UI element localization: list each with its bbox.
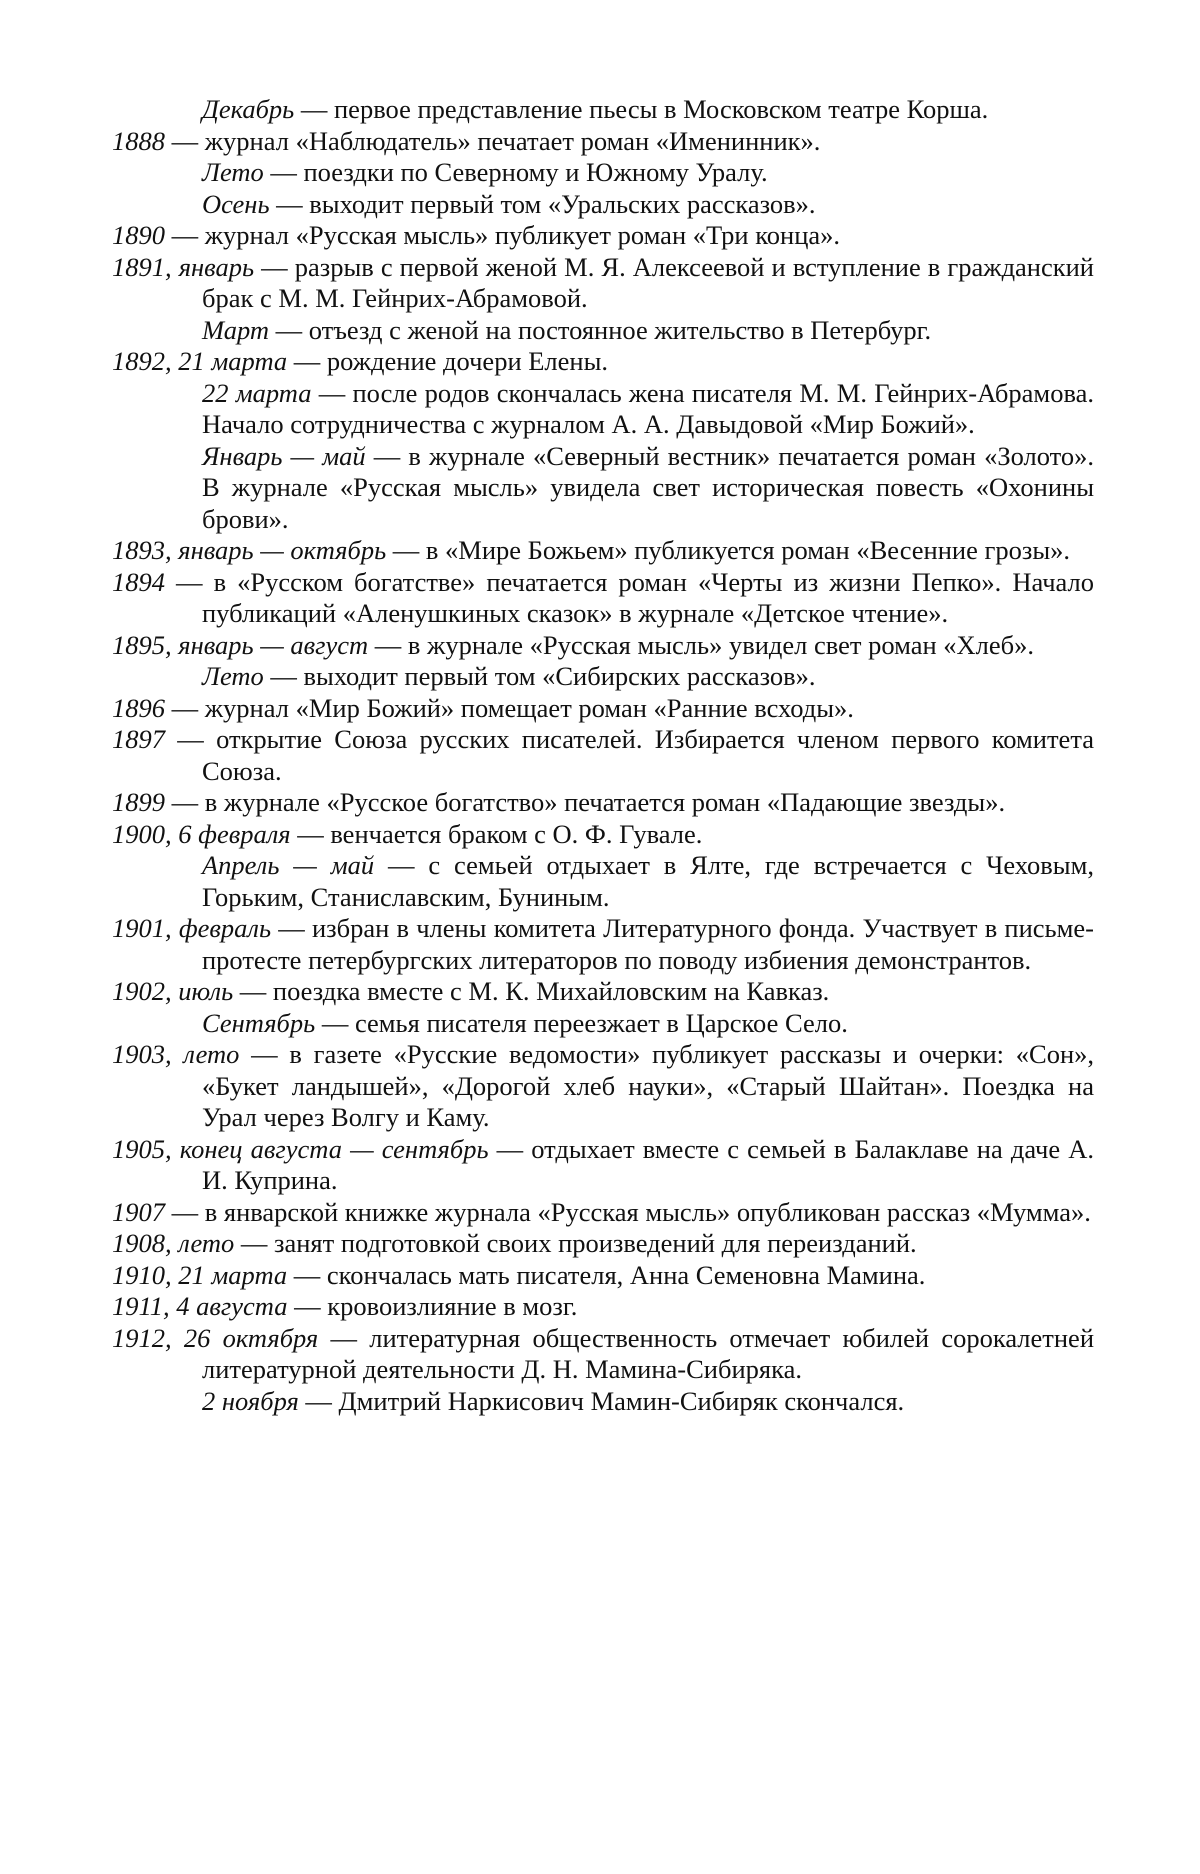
chronology-entry bbox=[112, 1008, 1094, 1040]
entry-date: 1900, 6 февраля bbox=[112, 818, 291, 849]
entry-date: Лето bbox=[202, 157, 264, 187]
entry-date: 1905, конец августа — сентябрь bbox=[112, 1133, 489, 1164]
entry-date: 1912, 26 октября bbox=[112, 1322, 319, 1353]
chronology-entry bbox=[112, 315, 1094, 347]
chronology-entry bbox=[112, 220, 1094, 252]
chronology-entry bbox=[112, 724, 1094, 787]
entry-text: — в «Русском богатстве» печатается роман «Черты из жизни Пепко». Начало публикаций «Аленушкиных сказок» в журнале «Детское чтение». bbox=[165, 566, 1094, 628]
chronology-entry bbox=[112, 1260, 1094, 1292]
entry-text: — в журнале «Северный вестник» печатается роман «Золото». В журнале «Русская мысль» увидела свет историческая повесть «Охонины брови». bbox=[202, 440, 1094, 534]
entry-date: 1899 bbox=[112, 787, 165, 817]
entry-text: — скончалась мать писателя, Анна Семеновна Мамина. bbox=[287, 1259, 926, 1290]
entry-text: — журнал «Мир Божий» помещает роман «Ранние всходы». bbox=[165, 692, 854, 723]
chronology-entry bbox=[112, 787, 1094, 819]
chronology-entry bbox=[112, 441, 1094, 536]
entry-text: — открытие Союза русских писателей. Избирается членом первого комитета Союза. bbox=[165, 724, 1094, 786]
entry-date: 1890 bbox=[112, 220, 165, 250]
entry-date: 2 ноября bbox=[202, 1385, 299, 1416]
chronology-entry bbox=[112, 1323, 1094, 1386]
chronology-entry bbox=[112, 913, 1094, 976]
entry-text: — рождение дочери Елены. bbox=[287, 346, 609, 376]
chronology-entry bbox=[112, 976, 1094, 1008]
entry-text: — отъезд с женой на постоянное жительство в Петербург. bbox=[269, 314, 932, 345]
entry-date: Январь — май bbox=[202, 440, 366, 471]
entry-text: — журнал «Наблюдатель» печатает роман «Именинник». bbox=[165, 125, 821, 156]
chronology-entry bbox=[112, 850, 1094, 913]
chronology-entry bbox=[112, 346, 1094, 378]
entry-text: — венчается браком с О. Ф. Гувале. bbox=[290, 818, 703, 849]
entry-text: — Дмитрий Наркисович Мамин-Сибиряк скончался. bbox=[298, 1385, 905, 1416]
entry-date: Лето bbox=[202, 661, 264, 691]
entry-date: 1888 bbox=[112, 125, 165, 156]
entry-text: — в «Мире Божьем» публикуется роман «Весенние грозы». bbox=[386, 535, 1071, 565]
entry-text: — выходит первый том «Уральских рассказов». bbox=[269, 188, 816, 219]
entry-date: 22 марта bbox=[202, 377, 312, 408]
entry-date: Март bbox=[202, 314, 269, 345]
chronology-entry bbox=[112, 819, 1094, 851]
entry-date: 1902, июль bbox=[112, 976, 234, 1006]
chronology-entry bbox=[112, 1039, 1094, 1134]
chronology-entry bbox=[112, 535, 1094, 567]
entry-date: Апрель — май bbox=[202, 850, 375, 880]
chronology-entry bbox=[112, 567, 1094, 630]
entry-text: — в январской книжке журнала «Русская мысль» опубликован рассказ «Мумма». bbox=[165, 1196, 1091, 1227]
entry-date: 1908, лето bbox=[112, 1228, 235, 1258]
entry-date: 1896 bbox=[112, 692, 165, 723]
chronology-entry bbox=[112, 189, 1094, 221]
chronology-entry bbox=[112, 630, 1094, 662]
entry-date: Сентябрь bbox=[202, 1007, 316, 1038]
entry-date: Осень bbox=[202, 188, 270, 219]
entry-date: 1895, январь — август bbox=[112, 629, 369, 660]
entry-date: 1901, февраль bbox=[112, 913, 272, 943]
entry-text: — литературная общественность отмечает юбилей сорокалетней литературной деятельности Д. Н. Мамина-Сибиряка. bbox=[202, 1322, 1094, 1384]
chronology-entry bbox=[112, 94, 1094, 126]
entry-date: 1892, 21 марта bbox=[112, 346, 288, 376]
entry-date: Декабрь bbox=[202, 94, 295, 124]
chronology-entry bbox=[112, 1228, 1094, 1260]
chronology-entry bbox=[112, 378, 1094, 441]
entry-date: 1910, 21 марта bbox=[112, 1259, 288, 1290]
entry-text: — кровоизлияние в мозг. bbox=[287, 1291, 578, 1321]
chronology-entry bbox=[112, 661, 1094, 693]
entry-text: — занят подготовкой своих произведений для переизданий. bbox=[234, 1228, 917, 1258]
entry-text: — в журнале «Русская мысль» увидел свет роман «Хлеб». bbox=[368, 629, 1034, 660]
chronology-entry bbox=[112, 157, 1094, 189]
entry-text: — поездки по Северному и Южному Уралу. bbox=[263, 157, 768, 187]
entry-text: — выходит первый том «Сибирских рассказов». bbox=[263, 661, 816, 691]
entry-text: — журнал «Русская мысль» публикует роман «Три конца». bbox=[165, 220, 841, 250]
entry-text: — с семьей отдыхает в Ялте, где встречается с Чеховым, Горьким, Станиславским, Буниным. bbox=[202, 850, 1094, 912]
entry-text: — после родов скончалась жена писателя М. М. Гейнрих-Абрамова. Начало сотрудничества с журналом А. А. Давыдовой «Мир Божий». bbox=[202, 377, 1094, 439]
entry-text: — в журнале «Русское богатство» печатается роман «Падающие звезды». bbox=[165, 787, 1006, 817]
entry-date: 1897 bbox=[112, 724, 165, 754]
chronology-entry bbox=[112, 1134, 1094, 1197]
entry-date: 1891, январь bbox=[112, 251, 255, 282]
chronology-entry bbox=[112, 126, 1094, 158]
entry-text: — семья писателя переезжает в Царское Село. bbox=[315, 1007, 848, 1038]
entry-text: — первое представление пьесы в Московском театре Корша. bbox=[294, 94, 989, 124]
chronology-entry bbox=[112, 1386, 1094, 1418]
chronology-entry bbox=[112, 252, 1094, 315]
entry-text: — отдыхает вместе с семьей в Балаклаве на даче А. И. Куприна. bbox=[202, 1133, 1094, 1195]
entry-date: 1911, 4 августа bbox=[112, 1291, 288, 1321]
entry-date: 1894 bbox=[112, 566, 165, 597]
entry-text: — избран в члены комитета Литературного фонда. Участвует в письме-протесте петербургских литераторов по поводу избиения демонстрантов. bbox=[202, 913, 1094, 975]
entry-date: 1893, январь — октябрь bbox=[112, 535, 387, 565]
chronology-entry bbox=[112, 693, 1094, 725]
entry-text: — разрыв с первой женой М. Я. Алексеевой и вступление в гражданский брак с М. М. Гейнрих-Абрамовой. bbox=[202, 251, 1094, 313]
chronology-entry bbox=[112, 1197, 1094, 1229]
chronology-list bbox=[112, 94, 1094, 1417]
entry-text: — в газете «Русские ведомости» публикует рассказы и очерки: «Сон», «Букет ландышей», «Дорогой хлеб науки», «Старый Шайтан». Поездка на Урал через Волгу и Каму. bbox=[202, 1039, 1095, 1132]
entry-text: — поездка вместе с М. К. Михайловским на Кавказ. bbox=[233, 976, 830, 1006]
chronology-entry bbox=[112, 1291, 1094, 1323]
entry-date: 1903, лето bbox=[112, 1039, 240, 1069]
entry-date: 1907 bbox=[112, 1196, 165, 1227]
